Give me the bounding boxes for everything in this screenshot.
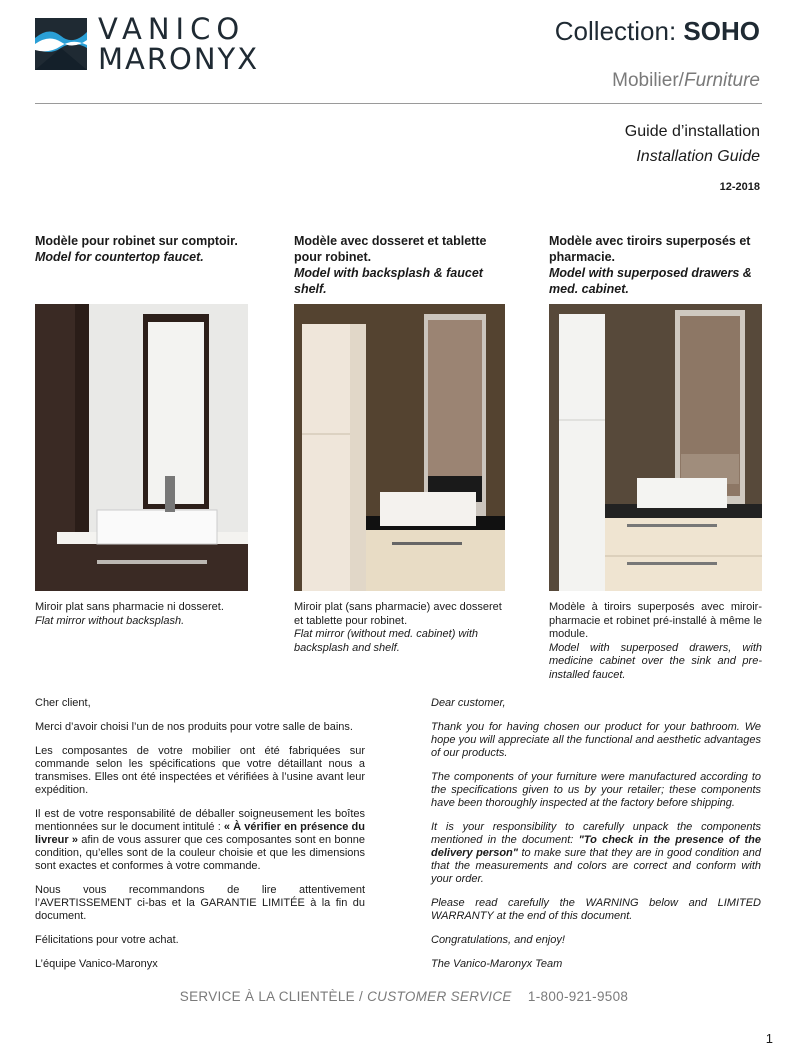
collection-title: Collection: SOHO [554, 16, 760, 46]
brand-name [98, 14, 259, 74]
letter-en-p2: The components of your furniture were manufactured according to the specifications given to us by your retailer; these components have been thoroughly inspected at the factory before shipping. [431, 771, 761, 809]
letter-english [431, 697, 761, 982]
customer-service-line: SERVICE À LA CLIENTÈLE / CUSTOMER SERVICE 1-800-921-9508 [179, 989, 629, 1004]
letter-fr-p4: Nous vous recommandons de lire attentivement l’AVERTISSEMENT ci-bas et la GARANTIE LIMITÉE à la fin du document. [35, 884, 365, 922]
letter-en-p5: Congratulations, and enjoy! [431, 934, 565, 946]
document-date: 12-2018 [719, 181, 760, 193]
model-2-caption: Miroir plat (sans pharmacie) avec dosseret et tablette pour robinet. Flat mirror (without med. cabinet) with backsplash and shelf. [294, 601, 502, 654]
collection-name: SOHO [683, 16, 760, 46]
model-3-photo [549, 304, 762, 591]
letter-en-signature: The Vanico-Maronyx Team [431, 958, 563, 970]
letter-fr-p3: Il est de votre responsabilité de déballer soigneusement les boîtes mentionnées sur le document intitulé : « À vérifier en présence du livreur » afin de vous assurer que ces composantes sont en bonne condition, qu’elles sont de la couleur choisie et que les dimensions sont exactes et conformes à votre commande. [35, 808, 365, 872]
letter-fr-greeting: Cher client, [35, 697, 91, 709]
page-number: 1 [765, 1031, 773, 1046]
guide-title-en: Installation Guide [636, 148, 760, 165]
letter-fr-p5: Félicitations pour votre achat. [35, 934, 179, 946]
letter-en-greeting: Dear customer, [431, 697, 506, 709]
category-label: Mobilier/Furniture [612, 70, 760, 91]
letter-fr-p2: Les composantes de votre mobilier ont été fabriquées sur commande selon les spécifications que votre détaillant nous a transmises. Elles ont été inspectées et vérifiées à l’usine avant leur expédition. [35, 745, 365, 796]
guide-title-fr: Guide d’installation [624, 123, 760, 140]
letter-en-p3: It is your responsibility to carefully unpack the components mentioned in the document: "To check in the presence of the delivery person" to make sure that they are in good condition and that the measurements and colors are correct and conform with your order. [431, 821, 761, 885]
brand-logo [35, 18, 87, 70]
header-divider [35, 103, 762, 104]
model-1-title: Modèle pour robinet sur comptoir. Model for countertop faucet. [35, 234, 238, 264]
model-3-caption: Modèle à tiroirs superposés avec miroir-pharmacie et robinet pré-installé à même le module. Model with superposed drawers, with medicine cabinet over the sink and pre-installed faucet. [549, 601, 762, 681]
letter-french [35, 697, 365, 982]
letter-en-p1: Thank you for having chosen our product for your bathroom. We hope you will appreciate all the functional and aesthetic advantages of our products. [431, 721, 761, 759]
model-2-photo [294, 304, 505, 591]
model-1-photo [35, 304, 248, 591]
letter-fr-signature: L’équipe Vanico-Maronyx [35, 958, 158, 970]
model-1-caption: Miroir plat sans pharmacie ni dosseret. Flat mirror without backsplash. [35, 601, 224, 627]
letter-en-p4: Please read carefully the WARNING below and LIMITED WARRANTY at the end of this document. [431, 897, 761, 922]
phone-number: 1-800-921-9508 [527, 989, 629, 1004]
brand-line2: MARONYX [98, 42, 260, 76]
model-3-title: Modèle avec tiroirs superposés et pharmacie. Model with superposed drawers & med. cabinet. [549, 234, 752, 296]
wave-logo-icon [35, 18, 87, 70]
brand-line1: VANICO [98, 12, 246, 46]
letter-fr-p1: Merci d’avoir choisi l’un de nos produits pour votre salle de bains. [35, 721, 353, 733]
model-2-title: Modèle avec dosseret et tablette pour robinet. Model with backsplash & faucet shelf. [294, 234, 487, 296]
